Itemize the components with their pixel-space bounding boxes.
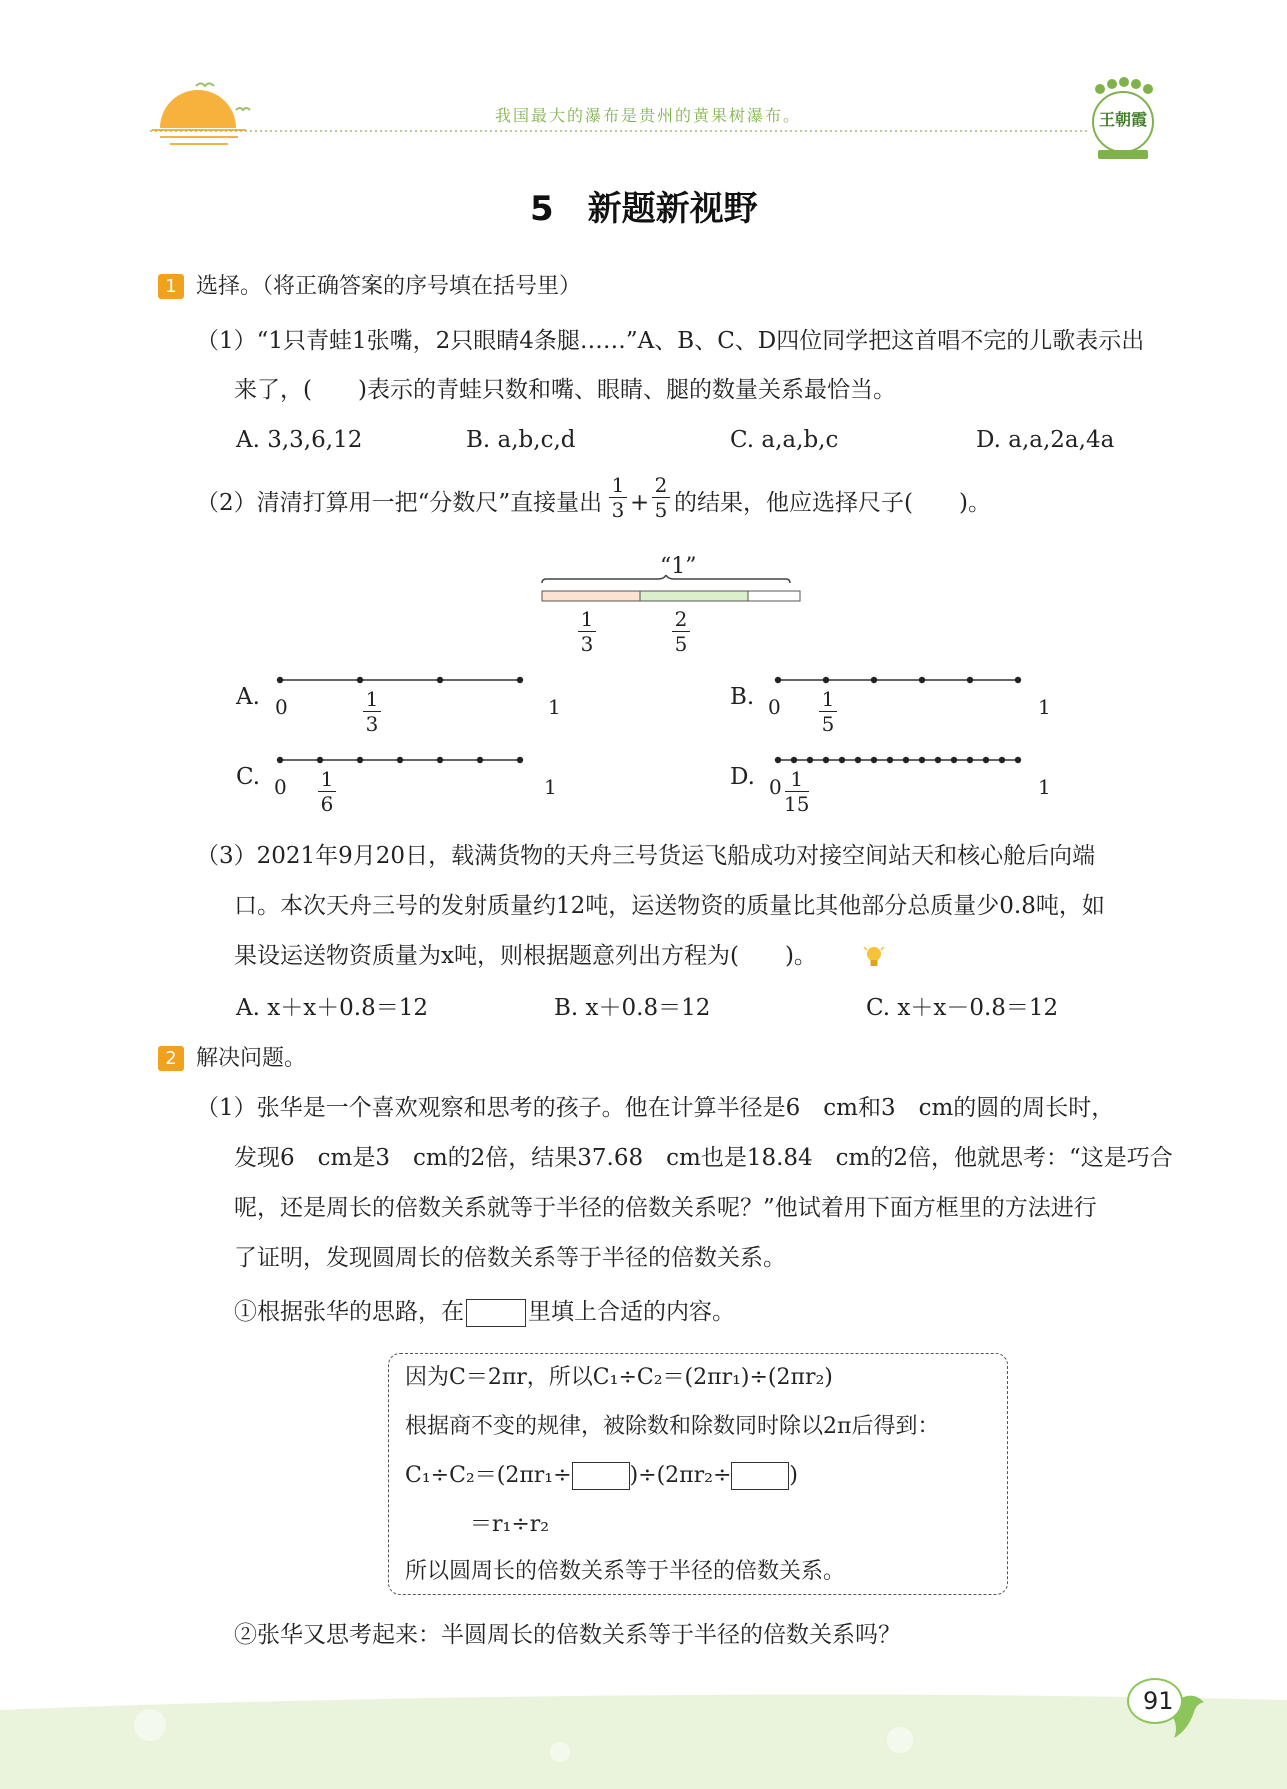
page-number: 91	[1143, 1687, 1174, 1715]
ruler-option-a	[236, 670, 576, 750]
line-fraction: 1 6	[318, 768, 336, 815]
proof-line5: 所以圆周长的倍数关系等于半径的倍数关系。	[405, 1559, 846, 1584]
line-fraction: 1 5	[819, 688, 837, 735]
number-line	[274, 750, 554, 770]
q1-line2: 来了，( )表示的青蛙只数和嘴、眼睛、腿的数量关系最恰当。	[234, 377, 896, 403]
ruler-option-c	[236, 750, 576, 830]
sun-icon	[160, 90, 236, 128]
header-decoration	[0, 0, 1287, 160]
line-start: 0	[274, 775, 287, 799]
p1-line4: 了证明，发现圆周长的倍数关系等于半径的倍数关系。	[234, 1245, 786, 1271]
option-letter: B.	[730, 684, 755, 710]
number-line-tick	[437, 757, 443, 763]
proof-line3: C₁÷C₂＝(2πr₁÷ )÷(2πr₂÷ )	[405, 1463, 798, 1488]
number-line-tick	[823, 677, 829, 683]
number-line-tick	[775, 757, 781, 763]
ruler-option-d	[730, 750, 1070, 830]
q3-line3: 果设运送物资质量为x吨，则根据题意列出方程为( )。	[234, 943, 817, 969]
proof-line2: 根据商不变的规律，被除数和除数同时除以2π后得到：	[405, 1414, 940, 1439]
section-heading-2: 解决问题。	[196, 1046, 307, 1071]
p1-line1: （1）张华是一个喜欢观察和思考的孩子。他在计算半径是6 cm和3 cm的圆的周长时，	[196, 1095, 1115, 1121]
line-end: 1	[1038, 695, 1051, 719]
number-line-tick	[999, 757, 1005, 763]
number-line-tick	[903, 757, 909, 763]
number-line-tick	[919, 757, 925, 763]
number-line-tick	[839, 757, 845, 763]
number-line-tick	[887, 757, 893, 763]
fraction-ruler	[530, 575, 820, 605]
ruler-fraction-1: 1 3	[578, 608, 596, 655]
section-heading-1: 选择。（将正确答案的序号填在括号里）	[196, 274, 582, 299]
q3-line2: 口。本次天舟三号的发射质量约12吨，运送物资的质量比其他部分总质量少0.8吨，如	[234, 893, 1105, 919]
p1-sub2: ②张华又思考起来：半圆周长的倍数关系等于半径的倍数关系吗？	[234, 1622, 901, 1648]
number-line-tick	[823, 757, 829, 763]
number-line	[274, 670, 554, 690]
option-letter: C.	[236, 764, 261, 790]
number-line-tick	[357, 757, 363, 763]
footer-background	[0, 1670, 1287, 1789]
q3-option-a: A. x＋x＋0.8＝12	[236, 995, 429, 1021]
line-fraction: 1 15	[784, 767, 810, 816]
option-letter: D.	[730, 764, 755, 790]
p1-line3: 呢，还是周长的倍数关系就等于半径的倍数关系呢？”他试着用下面方框里的方法进行	[234, 1195, 1097, 1221]
q1-option-b: B. a,b,c,d	[466, 427, 576, 453]
page-title: 5 新题新视野	[530, 189, 758, 229]
line-start: 0	[768, 695, 781, 719]
number-line-tick	[357, 677, 363, 683]
p1-line2: 发现6 cm是3 cm的2倍，结果37.68 cm也是18.84 cm的2倍，他就思考：“这是巧合	[234, 1145, 1173, 1171]
number-line-tick	[871, 677, 877, 683]
ruler-label: “1”	[660, 554, 697, 579]
line-start: 0	[275, 695, 288, 719]
option-letter: A.	[236, 684, 260, 710]
header-fact: 我国最大的瀑布是贵州的黄果树瀑布。	[495, 106, 802, 125]
ruler-fraction-2: 2 5	[672, 608, 690, 655]
number-line-tick	[807, 757, 813, 763]
section-badge-2: 2	[158, 1046, 184, 1071]
q3-line1: （3）2021年9月20日，载满货物的天舟三号货运飞船成功对接空间站天和核心舱后向端	[196, 843, 1096, 869]
number-line-tick	[791, 757, 797, 763]
ruler-segment-two-fifths	[640, 591, 748, 601]
q3-option-c: C. x＋x－0.8＝12	[866, 995, 1059, 1021]
proof-line1: 因为C＝2πr，所以C₁÷C₂＝(2πr₁)÷(2πr₂)	[405, 1365, 833, 1390]
ruler-option-b	[730, 670, 1070, 750]
number-line-tick	[775, 677, 781, 683]
number-line-tick	[855, 757, 861, 763]
line-end: 1	[544, 775, 557, 799]
line-end: 1	[548, 695, 561, 719]
number-line-tick	[871, 757, 877, 763]
number-line-tick	[277, 677, 283, 683]
q2-fraction-2: 2 5	[652, 474, 670, 521]
section-badge-1: 1	[158, 274, 184, 299]
sample-answer-box	[466, 1299, 526, 1327]
p1-sub1: ①根据张华的思路，在 里填上合适的内容。	[234, 1299, 735, 1325]
q1-option-d: D. a,a,2a,4a	[976, 427, 1115, 453]
q1-option-a: A. 3,3,6,12	[236, 427, 363, 453]
number-line-tick	[317, 757, 323, 763]
number-line-tick	[517, 677, 523, 683]
proof-input-2[interactable]	[731, 1462, 789, 1490]
number-line-tick	[983, 757, 989, 763]
number-line-tick	[397, 757, 403, 763]
q2-plus: +	[630, 490, 650, 516]
ruler-segment-third	[542, 591, 640, 601]
number-line-tick	[277, 757, 283, 763]
logo-text: 王朝霞	[1099, 110, 1148, 129]
number-line	[772, 670, 1052, 690]
line-end: 1	[1038, 775, 1051, 799]
line-start: 0	[769, 775, 782, 799]
number-line	[772, 750, 1052, 770]
number-line-tick	[935, 757, 941, 763]
proof-line4: ＝r₁÷r₂	[470, 1512, 550, 1537]
number-line-tick	[517, 757, 523, 763]
q2-fraction-1: 1 3	[609, 474, 627, 521]
number-line-tick	[919, 677, 925, 683]
number-line-tick	[1015, 757, 1021, 763]
line-fraction: 1 3	[363, 688, 381, 735]
ruler-segment-rest	[748, 591, 800, 601]
number-line-tick	[1015, 677, 1021, 683]
number-line-tick	[437, 677, 443, 683]
lightbulb-icon	[862, 944, 886, 970]
q2-text-after: 的结果，他应选择尺子( )。	[674, 490, 991, 516]
number-line-tick	[967, 677, 973, 683]
number-line-tick	[967, 757, 973, 763]
number-line-tick	[951, 757, 957, 763]
number-line-tick	[477, 757, 483, 763]
q3-option-b: B. x＋0.8＝12	[554, 995, 711, 1021]
q2-text-before: （2）清清打算用一把“分数尺”直接量出	[196, 490, 603, 516]
proof-input-1[interactable]	[572, 1462, 630, 1490]
q1-line1: （1）“1只青蛙1张嘴，2只眼睛4条腿……”A、B、C、D四位同学把这首唱不完的儿歌表示出	[196, 328, 1145, 354]
q1-option-c: C. a,a,b,c	[730, 427, 839, 453]
